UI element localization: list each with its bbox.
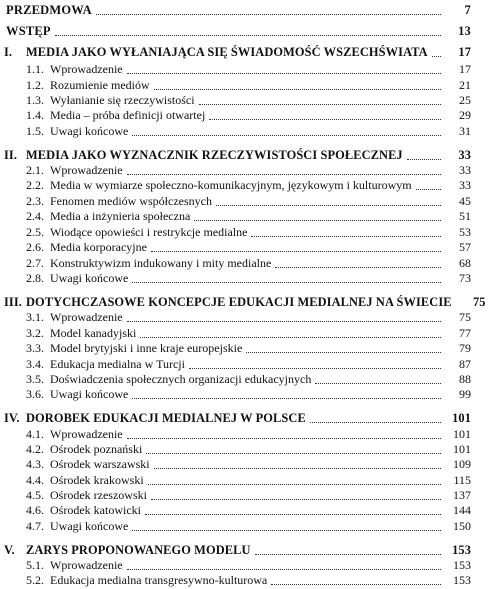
toc-section-entry[interactable] xyxy=(0,503,477,519)
entry-number: 2.6. xyxy=(26,240,44,254)
entry-title: Uwagi końcowe xyxy=(50,387,129,401)
entry-title: Model brytyjski i inne kraje europejskie xyxy=(50,341,243,355)
entry-title: Uwagi końcowe xyxy=(50,519,129,533)
dot-leader xyxy=(145,513,441,515)
page-number: 150 xyxy=(453,519,471,533)
entry-number: 5.2. xyxy=(26,573,44,587)
entry-title: Wprowadzenie xyxy=(50,427,123,441)
dot-leader xyxy=(251,235,441,237)
entry-number: 4.2. xyxy=(26,442,44,456)
page-number: 87 xyxy=(459,357,471,371)
toc-section-entry[interactable] xyxy=(0,427,477,443)
dot-leader xyxy=(55,34,441,36)
toc-section-entry[interactable] xyxy=(0,357,477,373)
entry-number: 3.2. xyxy=(26,326,44,340)
page-number: 115 xyxy=(453,473,471,487)
toc-section-entry[interactable] xyxy=(0,573,477,589)
page-number: 29 xyxy=(459,108,471,122)
entry-title: Uwagi końcowe xyxy=(50,124,129,138)
entry-title: ZARYS PROPONOWANEGO MODELU xyxy=(26,543,251,557)
toc-chapter-entry[interactable] xyxy=(0,411,477,427)
toc-section-entry[interactable] xyxy=(0,163,477,179)
dot-leader xyxy=(275,266,441,268)
page-number: 79 xyxy=(459,341,471,355)
dot-leader xyxy=(216,204,441,206)
toc-section-entry[interactable] xyxy=(0,93,477,109)
entry-number: 4.7. xyxy=(26,519,44,533)
dot-leader xyxy=(132,397,441,399)
dot-leader xyxy=(132,529,441,531)
entry-title: Wprowadzenie xyxy=(50,62,123,76)
entry-title: Model kanadyjski xyxy=(50,326,137,340)
entry-number: 4.6. xyxy=(26,503,44,517)
entry-number: 3.5. xyxy=(26,372,44,386)
page-number: 153 xyxy=(453,573,471,587)
entry-number: 4.5. xyxy=(26,488,44,502)
page-number: 137 xyxy=(453,488,471,502)
entry-number: 1.2. xyxy=(26,78,44,92)
dot-leader xyxy=(432,55,441,57)
toc-section-entry[interactable] xyxy=(0,372,477,388)
entry-title: DOROBEK EDUKACJI MEDIALNEJ W POLSCE xyxy=(26,411,306,425)
page-number: 153 xyxy=(453,558,471,572)
entry-title: PRZEDMOWA xyxy=(6,3,92,17)
dot-leader xyxy=(132,134,441,136)
page-number: 7 xyxy=(464,3,471,17)
toc-section-entry[interactable] xyxy=(0,62,477,78)
dot-leader xyxy=(127,72,441,74)
page-number: 53 xyxy=(459,225,471,239)
entry-title: Edukacja medialna w Turcji xyxy=(50,357,185,371)
dot-leader xyxy=(127,320,441,322)
entry-title: MEDIA JAKO WYZNACZNIK RZECZYWISTOŚCI SPOŁECZNEJ xyxy=(26,148,403,162)
entry-title: Media – próba definicji otwartej xyxy=(50,108,206,122)
entry-title: Doświadczenia społecznych organizacji edukacyjnych xyxy=(50,372,312,386)
dot-leader xyxy=(146,452,441,454)
page-number: 101 xyxy=(453,442,471,456)
toc-section-entry[interactable] xyxy=(0,178,477,194)
dot-leader xyxy=(246,351,441,353)
page-number: 57 xyxy=(459,240,471,254)
page-number: 45 xyxy=(459,194,471,208)
entry-number: 3.4. xyxy=(26,357,44,371)
entry-number: III. xyxy=(4,295,22,309)
toc-section-entry[interactable] xyxy=(0,558,477,574)
toc-section-entry[interactable] xyxy=(0,457,477,473)
dot-leader xyxy=(127,437,441,439)
entry-title: Media korporacyjne xyxy=(50,240,147,254)
dot-leader xyxy=(315,382,441,384)
entry-number: V. xyxy=(4,543,15,557)
entry-number: 5.1. xyxy=(26,558,44,572)
entry-title: Wprowadzenie xyxy=(50,558,123,572)
entry-title: Fenomen mediów współczesnych xyxy=(50,194,212,208)
entry-title: Wprowadzenie xyxy=(50,310,123,324)
toc-section-entry[interactable] xyxy=(0,387,477,403)
dot-leader xyxy=(151,250,441,252)
entry-title: DOTYCHCZASOWE KONCEPCJE EDUKACJI MEDIALNEJ NA ŚWIECIE xyxy=(26,295,452,309)
page-number: 101 xyxy=(452,411,471,425)
page-number: 21 xyxy=(459,78,471,92)
toc-section-entry[interactable] xyxy=(0,488,477,504)
page-number: 33 xyxy=(458,148,471,162)
entry-title: Ośrodek poznański xyxy=(50,442,143,456)
toc-section-entry[interactable] xyxy=(0,271,477,287)
toc-section-entry[interactable] xyxy=(0,256,477,272)
page-number: 51 xyxy=(459,209,471,223)
page-number: 73 xyxy=(459,271,471,285)
dot-leader xyxy=(199,103,441,105)
entry-number: 1.4. xyxy=(26,108,44,122)
entry-title: Rozumienie mediów xyxy=(50,78,150,92)
toc-section-entry[interactable] xyxy=(0,194,477,210)
entry-title: Konstruktywizm indukowany i mity medialne xyxy=(50,256,272,270)
page-number: 77 xyxy=(459,326,471,340)
toc-section-entry[interactable] xyxy=(0,326,477,342)
entry-title: Wyłanianie się rzeczywistości xyxy=(50,93,195,107)
entry-number: I. xyxy=(4,45,13,59)
entry-number: 3.1. xyxy=(26,310,44,324)
page-number: 33 xyxy=(459,178,471,192)
dot-leader xyxy=(151,498,441,500)
dot-leader xyxy=(140,336,441,338)
entry-title: Ośrodek rzeszowski xyxy=(50,488,147,502)
page-number: 109 xyxy=(453,457,471,471)
entry-number: 2.1. xyxy=(26,163,44,177)
page-number: 101 xyxy=(453,427,471,441)
toc-section-entry[interactable] xyxy=(0,78,477,94)
dot-leader xyxy=(96,13,441,15)
dot-leader xyxy=(416,188,441,190)
dot-leader xyxy=(407,158,441,160)
entry-title: WSTĘP xyxy=(6,24,51,38)
toc-section-entry[interactable] xyxy=(0,341,477,357)
page-number: 75 xyxy=(473,295,486,309)
page-number: 25 xyxy=(459,93,471,107)
toc-chapter-entry[interactable] xyxy=(0,45,477,61)
toc-section-entry[interactable] xyxy=(0,519,477,535)
toc-section-entry[interactable] xyxy=(0,310,477,326)
entry-number: 3.6. xyxy=(26,387,44,401)
entry-number: 2.5. xyxy=(26,225,44,239)
dot-leader xyxy=(154,88,441,90)
entry-title: Ośrodek katowicki xyxy=(50,503,141,517)
page-number: 31 xyxy=(459,124,471,138)
toc-chapter-entry[interactable] xyxy=(0,543,477,559)
entry-number: II. xyxy=(4,148,18,162)
page-number: 33 xyxy=(459,163,471,177)
entry-title: Media w wymiarze społeczno-komunikacyjnym, językowym i kulturowym xyxy=(50,178,412,192)
page-number: 17 xyxy=(458,45,471,59)
entry-number: 4.1. xyxy=(26,427,44,441)
entry-number: 4.4. xyxy=(26,473,44,487)
entry-number: 1.1. xyxy=(26,62,44,76)
toc-section-entry[interactable] xyxy=(0,124,477,140)
entry-number: 4.3. xyxy=(26,457,44,471)
dot-leader xyxy=(127,173,441,175)
entry-number: 2.4. xyxy=(26,209,44,223)
entry-title: Edukacja medialna transgresywno-kulturowa xyxy=(50,573,268,587)
toc-chapter-entry[interactable] xyxy=(0,148,477,164)
entry-number: 2.2. xyxy=(26,178,44,192)
entry-number: 2.8. xyxy=(26,271,44,285)
page-number: 144 xyxy=(453,503,471,517)
toc-section-entry[interactable] xyxy=(0,225,477,241)
toc-section-entry[interactable] xyxy=(0,240,477,256)
toc-front-entry[interactable] xyxy=(0,3,477,19)
page-number: 17 xyxy=(459,62,471,76)
dot-leader xyxy=(154,467,441,469)
toc-section-entry[interactable] xyxy=(0,209,477,225)
dot-leader xyxy=(189,367,441,369)
entry-number: 1.5. xyxy=(26,124,44,138)
entry-title: Uwagi końcowe xyxy=(50,271,129,285)
entry-title: Ośrodek krakowski xyxy=(50,473,144,487)
entry-number: 1.3. xyxy=(26,93,44,107)
entry-number: 2.3. xyxy=(26,194,44,208)
page-number: 99 xyxy=(459,387,471,401)
page-number: 68 xyxy=(459,256,471,270)
dot-leader xyxy=(132,281,441,283)
entry-title: Ośrodek warszawski xyxy=(50,457,150,471)
entry-number: 3.3. xyxy=(26,341,44,355)
entry-title: Media a inżynieria społeczna xyxy=(50,209,191,223)
entry-title: Wprowadzenie xyxy=(50,163,123,177)
dot-leader xyxy=(148,483,441,485)
dot-leader xyxy=(194,219,441,221)
page-number: 13 xyxy=(458,24,471,38)
page-number: 88 xyxy=(459,372,471,386)
entry-number: 2.7. xyxy=(26,256,44,270)
toc-section-entry[interactable] xyxy=(0,108,477,124)
dot-leader xyxy=(271,583,441,585)
dot-leader xyxy=(209,118,441,120)
entry-number: IV. xyxy=(4,411,20,425)
toc-section-entry[interactable] xyxy=(0,473,477,489)
dot-leader xyxy=(127,568,441,570)
dot-leader xyxy=(255,553,441,555)
page-number: 75 xyxy=(459,310,471,324)
toc-front-entry[interactable] xyxy=(0,24,477,40)
toc-section-entry[interactable] xyxy=(0,442,477,458)
dot-leader xyxy=(310,421,441,423)
entry-title: Wiodące opowieści i restrykcje medialne xyxy=(50,225,248,239)
toc-chapter-entry[interactable] xyxy=(0,295,486,311)
page-number: 153 xyxy=(452,543,471,557)
entry-title: MEDIA JAKO WYŁANIAJĄCA SIĘ ŚWIADOMOŚĆ WSZECHŚWIATA xyxy=(26,45,428,59)
